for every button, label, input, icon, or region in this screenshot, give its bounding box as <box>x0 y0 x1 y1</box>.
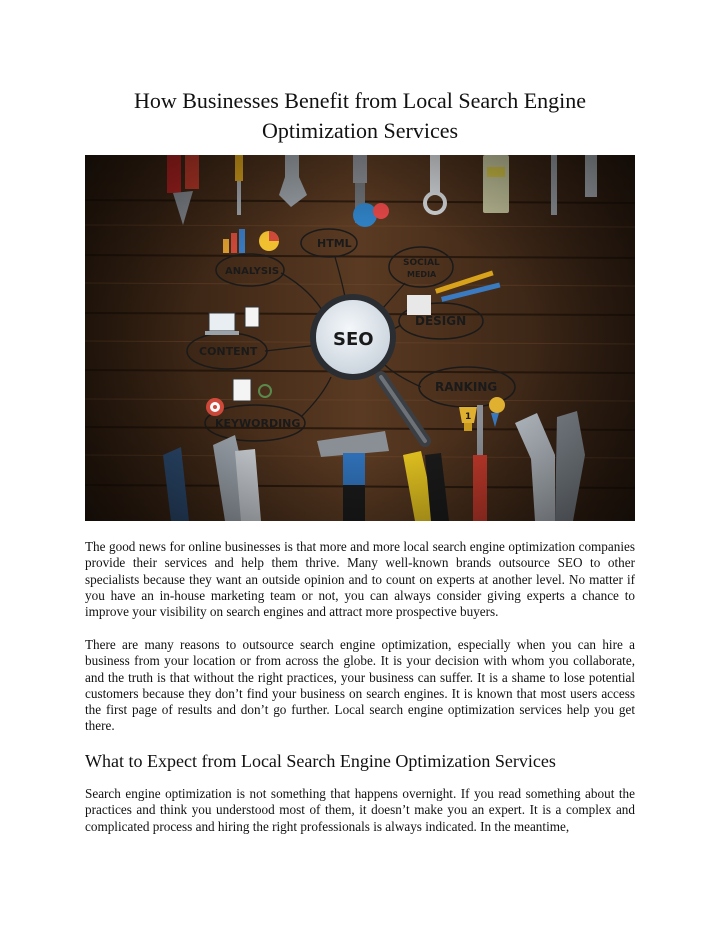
document-title: How Businesses Benefit from Local Search Engine Optimization Services <box>133 88 587 143</box>
section-heading: What to Expect from Local Search Engine Optimization Services <box>85 751 556 771</box>
hero-image <box>85 155 635 521</box>
paragraph-1: The good news for online businesses is that more and more local search engine optimization companies provide their services and help them thrive. Many well-known brands outsource SEO to other specialists because they want an outside opinion and to count on experts at another level. No matter if you have an in-house marketing team or not, you can always consider giving experts a chance to improve your visibility on search engines and attract more prospective buyers. <box>85 539 635 620</box>
paragraph-2: There are many reasons to outsource search engine optimization, especially when you can hire a business from your location or from across the globe. It is your decision with whom you collaborate, and the truth is that without the right practices, your business can suffer. It is a shame to lose potential customers because they don’t find your business on search engines. It is known that most users access the first page of results and don’t go further. Local search engine optimization services help you get there. <box>85 637 635 734</box>
section-paragraph: Search engine optimization is not something that happens overnight. If you read something about the practices and think you understood most of them, it doesn’t make you an expert. It is a complex and complicated process and hiring the right professionals is always indicated. In the meantime, <box>85 786 635 834</box>
